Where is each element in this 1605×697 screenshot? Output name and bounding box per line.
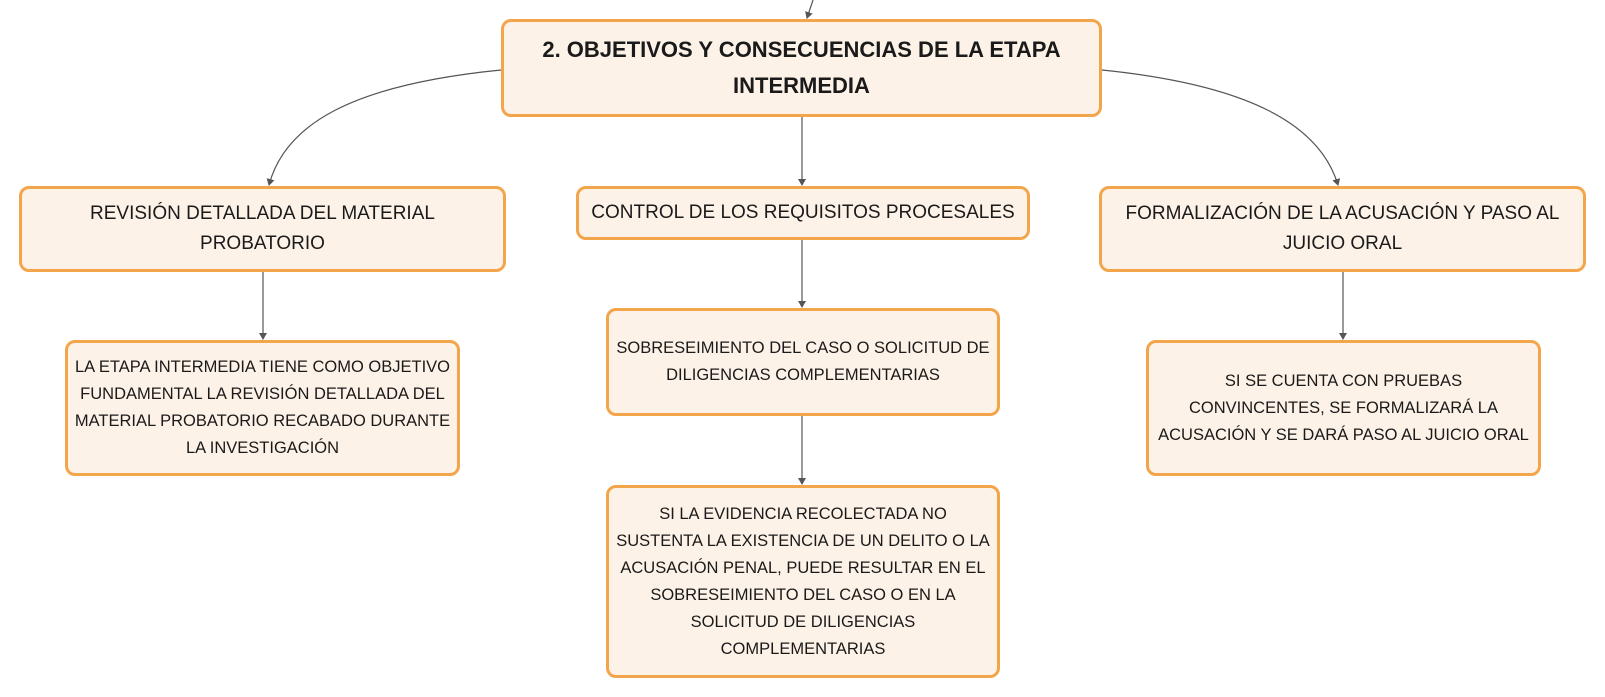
root-node[interactable] bbox=[501, 19, 1102, 117]
incoming-connector bbox=[807, 0, 813, 18]
leaf-node-evidencia[interactable] bbox=[606, 485, 1000, 678]
branch-node-control[interactable] bbox=[576, 186, 1030, 240]
leaf-label-revision-detail: LA ETAPA INTERMEDIA TIENE COMO OBJETIVO FUNDAMENTAL LA REVISIÓN DETALLADA DEL MATERIAL PROBATORIO RECABADO DURANTE LA INVESTIGACIÓN bbox=[74, 358, 451, 457]
branch-node-formalizacion[interactable] bbox=[1099, 186, 1586, 272]
root-node-label: 2. OBJETIVOS Y CONSECUENCIAS DE LA ETAPA INTERMEDIA bbox=[542, 37, 1061, 98]
connector-root-formalizacion bbox=[1102, 70, 1338, 185]
leaf-node-pruebas[interactable] bbox=[1146, 340, 1541, 476]
connector-root-revision bbox=[269, 70, 501, 185]
leaf-node-revision-detail[interactable] bbox=[65, 340, 460, 476]
leaf-label-pruebas: SI SE CUENTA CON PRUEBAS CONVINCENTES, SE FORMALIZARÁ LA ACUSACIÓN Y SE DARÁ PASO AL JUICIO ORAL bbox=[1158, 371, 1529, 444]
branch-label-formalizacion: FORMALIZACIÓN DE LA ACUSACIÓN Y PASO AL JUICIO ORAL bbox=[1125, 203, 1560, 254]
branch-label-control: CONTROL DE LOS REQUISITOS PROCESALES bbox=[591, 202, 1015, 223]
leaf-node-sobreseimiento[interactable] bbox=[606, 308, 1000, 416]
leaf-label-sobreseimiento: SOBRESEIMIENTO DEL CASO O SOLICITUD DE DILIGENCIAS COMPLEMENTARIAS bbox=[616, 339, 990, 384]
branch-node-revision[interactable] bbox=[19, 186, 506, 272]
branch-label-revision: REVISIÓN DETALLADA DEL MATERIAL PROBATORIO bbox=[90, 203, 435, 254]
leaf-label-evidencia: SI LA EVIDENCIA RECOLECTADA NO SUSTENTA LA EXISTENCIA DE UN DELITO O LA ACUSACIÓN PENAL, PUEDE RESULTAR EN EL SOBRESEIMIENTO DEL CASO O EN LA SOLICITUD DE DILIGENCIAS COMPLEMENTARIAS bbox=[616, 504, 990, 658]
